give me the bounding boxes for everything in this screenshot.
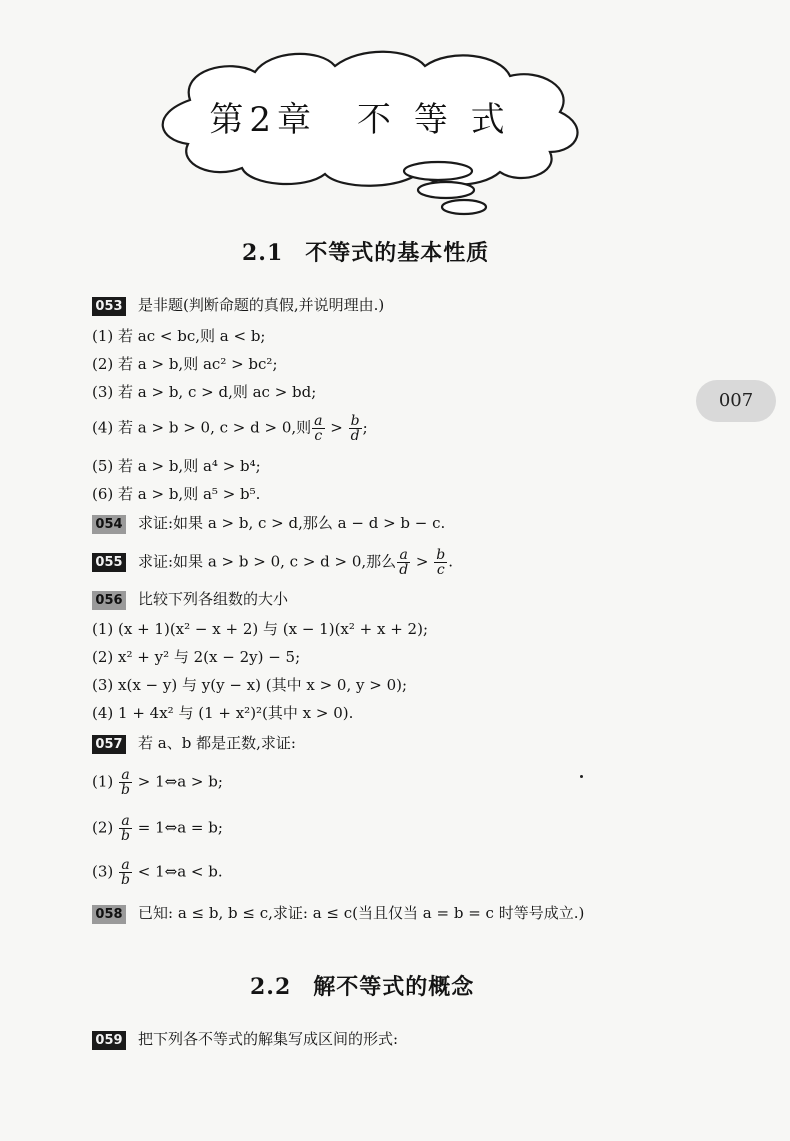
section-heading-2-1 bbox=[242, 236, 489, 267]
item-label: (2) bbox=[92, 818, 114, 837]
item-text: < 1⇔a < b. bbox=[133, 862, 223, 881]
problem-number-badge: 056 bbox=[92, 591, 126, 610]
section-title: 不等式的基本性质 bbox=[305, 240, 490, 266]
fraction bbox=[312, 414, 324, 443]
section-number: 2.1 bbox=[242, 240, 284, 266]
denominator: c bbox=[312, 428, 324, 443]
operator: > bbox=[325, 418, 348, 437]
problem-056-item-1: (1) (x + 1)(x² − x + 2) 与 (x − 1)(x² + x + 2); bbox=[92, 620, 429, 638]
fraction bbox=[119, 768, 132, 797]
operator: > bbox=[411, 552, 434, 571]
problem-suffix: . bbox=[448, 552, 454, 571]
section-heading-2-2 bbox=[250, 970, 474, 1001]
denominator: c bbox=[434, 562, 447, 577]
problem-number-badge: 057 bbox=[92, 735, 126, 754]
section-number: 2.2 bbox=[250, 974, 292, 1000]
problem-number-badge: 059 bbox=[92, 1031, 126, 1050]
numerator: a bbox=[121, 857, 130, 873]
problem-053-item-2: (2) 若 a > b,则 ac² > bc²; bbox=[92, 355, 278, 373]
problem-text: 求证:如果 a > b > 0, c > d > 0,那么 bbox=[138, 552, 397, 571]
numerator: a bbox=[399, 547, 408, 563]
stray-dot bbox=[580, 775, 583, 778]
denominator: b bbox=[121, 872, 130, 888]
problem-057-item-1 bbox=[92, 768, 223, 797]
problem-number-badge: 055 bbox=[92, 553, 126, 572]
problem-059 bbox=[92, 1029, 398, 1050]
numerator: a bbox=[121, 767, 130, 783]
fraction bbox=[119, 858, 132, 887]
fraction bbox=[349, 414, 362, 443]
problem-056 bbox=[92, 589, 288, 610]
numerator: b bbox=[436, 547, 446, 563]
section-title: 解不等式的概念 bbox=[313, 974, 475, 1000]
problem-056-item-3: (3) x(x − y) 与 y(y − x) (其中 x > 0, y > 0); bbox=[92, 676, 408, 694]
problem-057 bbox=[92, 733, 296, 754]
problem-057-item-2 bbox=[92, 814, 223, 843]
problem-053-item-5: (5) 若 a > b,则 a⁴ > b⁴; bbox=[92, 457, 261, 475]
problem-058 bbox=[92, 903, 584, 924]
problem-053-item-1: (1) 若 ac < bc,则 a < b; bbox=[92, 327, 266, 345]
problem-053-item-6: (6) 若 a > b,则 a⁵ > b⁵. bbox=[92, 485, 261, 503]
numerator: a bbox=[121, 813, 130, 829]
problem-055 bbox=[92, 548, 453, 577]
problem-057-item-3 bbox=[92, 858, 223, 887]
page-number: 007 bbox=[696, 380, 776, 422]
chapter-title: 第2章 不 等 式 bbox=[209, 100, 511, 140]
problem-053 bbox=[92, 295, 384, 316]
problem-053-item-3: (3) 若 a > b, c > d,则 ac > bd; bbox=[92, 383, 317, 401]
problem-054 bbox=[92, 513, 445, 534]
problem-text: 若 a、b 都是正数,求证: bbox=[138, 734, 296, 752]
item-text: (4) 若 a > b > 0, c > d > 0,则 bbox=[92, 418, 312, 437]
denominator: b bbox=[121, 782, 130, 798]
problem-056-item-4: (4) 1 + 4x² 与 (1 + x²)²(其中 x > 0). bbox=[92, 704, 354, 722]
problem-text: 把下列各不等式的解集写成区间的形式: bbox=[138, 1030, 399, 1048]
item-label: (1) bbox=[92, 772, 114, 791]
problem-text: 求证:如果 a > b, c > d,那么 a − d > b − c. bbox=[138, 514, 446, 532]
problem-number-badge: 058 bbox=[92, 905, 126, 924]
numerator: a bbox=[314, 413, 323, 429]
problem-number-badge: 053 bbox=[92, 297, 126, 316]
problem-053-item-4 bbox=[92, 414, 368, 443]
problem-text: 是非题(判断命题的真假,并说明理由.) bbox=[138, 296, 385, 314]
fraction bbox=[434, 548, 447, 577]
denominator: d bbox=[350, 428, 360, 444]
denominator: b bbox=[121, 828, 130, 844]
item-text: > 1⇔a > b; bbox=[133, 772, 223, 791]
item-text: = 1⇔a = b; bbox=[133, 818, 223, 837]
denominator: d bbox=[399, 562, 409, 578]
problem-056-item-2: (2) x² + y² 与 2(x − 2y) − 5; bbox=[92, 648, 301, 666]
fraction bbox=[397, 548, 410, 577]
fraction bbox=[119, 814, 132, 843]
problem-text: 比较下列各组数的大小 bbox=[138, 590, 289, 608]
problem-text: 已知: a ≤ b, b ≤ c,求证: a ≤ c(当且仅当 a = b = c 时等号成立.) bbox=[138, 904, 585, 922]
item-suffix: ; bbox=[362, 418, 368, 437]
problem-number-badge: 054 bbox=[92, 515, 126, 534]
numerator: b bbox=[350, 413, 360, 429]
item-label: (3) bbox=[92, 862, 114, 881]
